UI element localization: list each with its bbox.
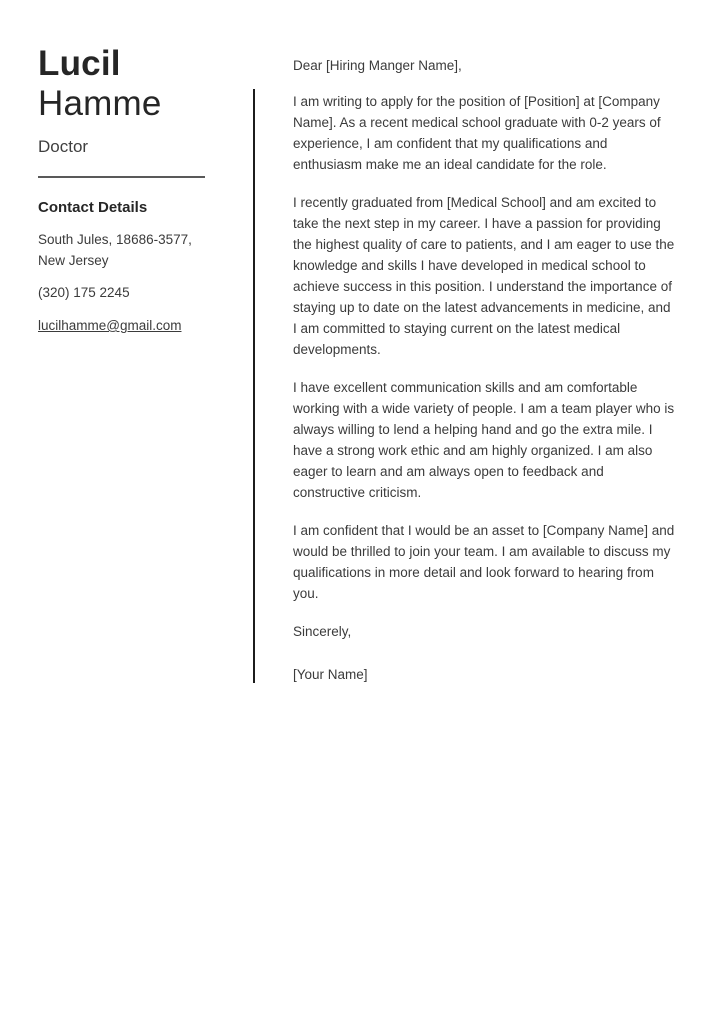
job-title: Doctor [38, 137, 89, 156]
paragraph-2: I recently graduated from [Medical School] and am excited to take the next step in my career. I have a passion for providing the highest quality of care to patients, and I am eager to use the knowledge and skills I have developed in medical school to achieve success in this position. I understand the importance of staying up to date on the latest advancements in medicine, and I am committed to staying current on the latest medical developments. [293, 195, 675, 357]
signature: [Your Name] [293, 667, 368, 682]
accent-vertical-rule [253, 89, 255, 683]
address-block [38, 229, 243, 271]
closing: Sincerely, [293, 624, 352, 639]
address-line-2: New Jersey [38, 253, 109, 268]
greeting: Dear [Hiring Manger Name], [293, 58, 462, 73]
paragraph-4: I am confident that I would be an asset to [Company Name] and would be thrilled to join your team. I am available to discuss my qualifications in more detail and look forward to hearing from you. [293, 523, 675, 601]
phone-number: (320) 175 2245 [38, 285, 130, 300]
paragraph-3: I have excellent communication skills and am comfortable working with a wide variety of people. I am a team player who is always willing to lend a helping hand and go the extra mile. I have a strong work ethic and am highly organized. I am also eager to learn and am always open to feedback and constructive criticism. [293, 380, 675, 500]
paragraph-1: I am writing to apply for the position of [Position] at [Company Name]. As a recent medical school graduate with 0-2 years of experience, I am confident that my qualifications and enthusiasm make me an ideal candidate for the role. [293, 94, 661, 172]
candidate-first-name: Lucil [38, 44, 121, 83]
contact-details-heading: Contact Details [38, 199, 148, 216]
address-line-1: South Jules, 18686-3577, [38, 232, 192, 247]
sidebar [38, 44, 243, 336]
candidate-name [38, 44, 243, 124]
sidebar-divider [38, 176, 205, 178]
letter-body [293, 55, 675, 685]
email-link[interactable]: lucilhamme@gmail.com [38, 318, 182, 333]
candidate-last-name: Hamme [38, 84, 162, 123]
